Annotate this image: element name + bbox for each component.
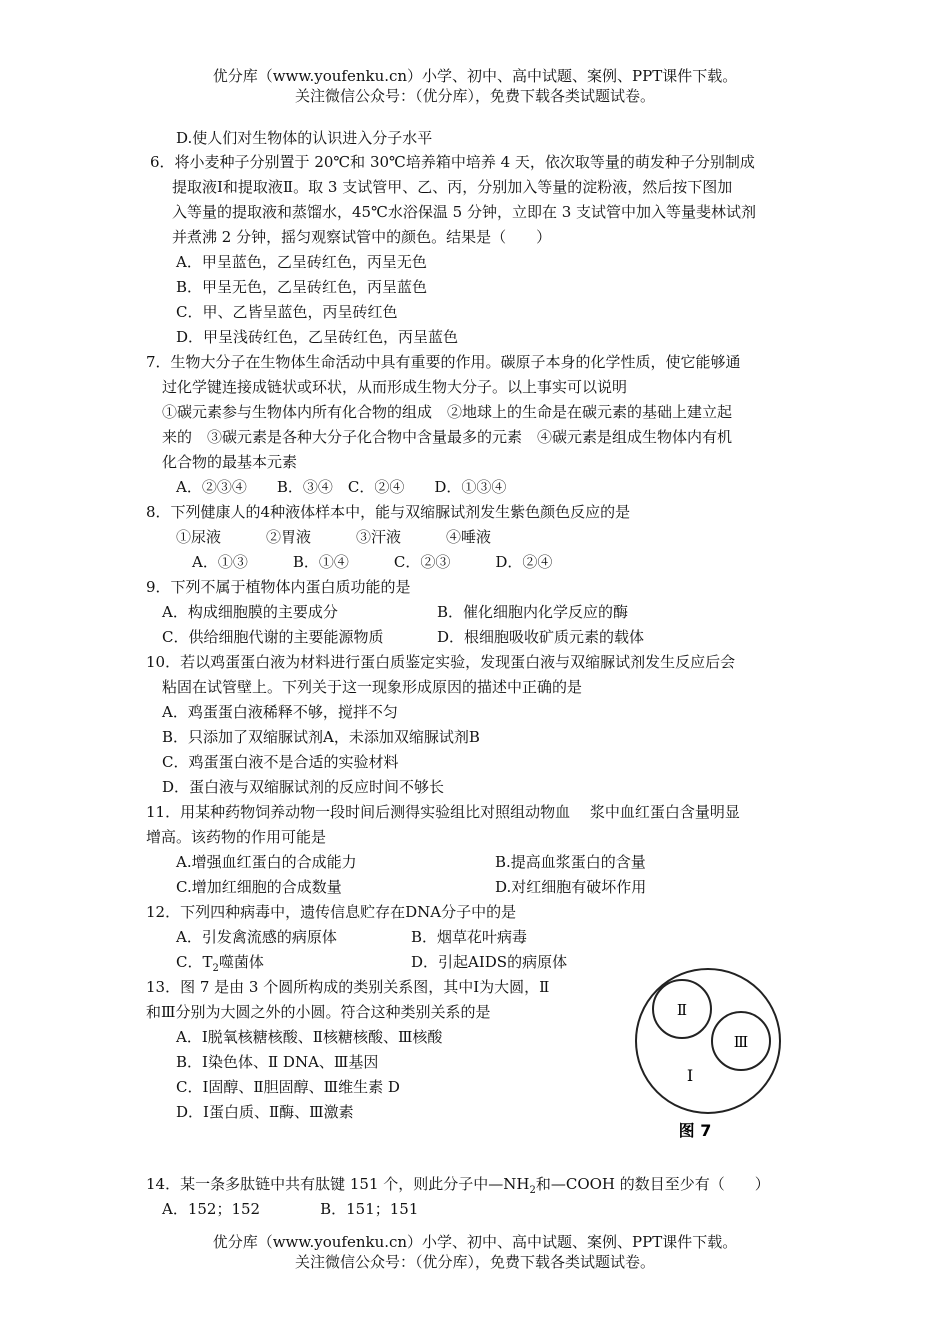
q9-option-d: D．根细胞吸收矿质元素的载体	[437, 628, 645, 646]
q6-option-d: D．甲呈浅砖红色，乙呈砖红色，丙呈蓝色	[176, 328, 459, 346]
q12-option-c-suffix: 噬菌体	[218, 953, 264, 971]
q8-options: A．①③ B．①④ C．②③ D．②④	[192, 553, 553, 571]
q6-option-a: A．甲呈蓝色，乙呈砖红色，丙呈无色	[176, 253, 427, 271]
footer-line-1: 优分库（www.youfenku.cn）小学、初中、高中试题、案例、PPT课件下载。	[212, 1233, 738, 1251]
q14-options: A．152；152 B．151；151	[162, 1200, 419, 1218]
q10-stem-2: 粘固在试管壁上。下列关于这一现象形成原因的描述中正确的是	[162, 678, 583, 696]
q6-stem-4: 并煮沸 2 分钟，摇匀观察试管中的颜色。结果是（ ）	[172, 228, 552, 246]
q12-stem: 12．下列四种病毒中，遗传信息贮存在DNA分子中的是	[146, 903, 517, 921]
q11-option-a: A.增强血红蛋白的合成能力	[176, 853, 357, 871]
q12-option-c-prefix: C．T	[176, 953, 213, 971]
venn-diagram-figure-7	[628, 965, 796, 1145]
q13-stem-2: 和Ⅲ分别为大圆之外的小圆。符合这种类别关系的是	[146, 1003, 491, 1021]
q9-option-a: A．构成细胞膜的主要成分	[162, 603, 338, 621]
q13-stem-1: 13．图 7 是由 3 个圆所构成的类别关系图，其中Ⅰ为大圆，Ⅱ	[146, 978, 550, 996]
q7-stem-3: ①碳元素参与生物体内所有化合物的组成 ②地球上的生命是在碳元素的基础上建立起	[162, 403, 733, 421]
q14-stem-subscript: 2	[529, 1185, 536, 1196]
q10-option-a: A．鸡蛋蛋白液稀释不够，搅拌不匀	[162, 703, 398, 721]
q13-option-b: B．Ⅰ染色体、Ⅱ DNA、Ⅲ基因	[176, 1053, 379, 1071]
q14-stem-prefix: 14．某一条多肽链中共有肽键 151 个，则此分子中—NH	[146, 1175, 530, 1193]
footer-line-2: 关注微信公众号：（优分库），免费下载各类试题试卷。	[294, 1253, 655, 1271]
q6-stem-2: 提取液Ⅰ和提取液Ⅱ。取 3 支试管甲、乙、丙，分别加入等量的淀粉液，然后按下图加	[172, 178, 733, 196]
figure-caption: 图 7	[678, 1121, 712, 1140]
label-i: Ⅰ	[686, 1066, 694, 1085]
page-header	[0, 66, 950, 106]
q12-option-c-subscript: 2	[212, 963, 219, 974]
q9-option-c: C．供给细胞代谢的主要能源物质	[162, 628, 384, 646]
q7-stem-5: 化合物的最基本元素	[162, 453, 298, 471]
q6-option-b: B．甲呈无色，乙呈砖红色，丙呈蓝色	[176, 278, 428, 296]
q7-options: A．②③④ B．③④ C．②④ D．①③④	[176, 478, 507, 496]
q12-option-a: A．引发禽流感的病原体	[176, 928, 337, 946]
q12-option-b: B．烟草花叶病毒	[411, 928, 528, 946]
q9-option-b: B．催化细胞内化学反应的酶	[437, 603, 629, 621]
q6-stem-1: 6．将小麦种子分别置于 20℃和 30℃培养箱中培养 4 天，依次取等量的萌发种子分别制成	[150, 153, 755, 171]
page-footer	[0, 1232, 950, 1272]
q10-option-b: B．只添加了双缩脲试剂A，未添加双缩脲试剂B	[162, 728, 480, 746]
q6-stem-3: 入等量的提取液和蒸馏水，45℃水浴保温 5 分钟，立即在 3 支试管中加入等量斐林试剂	[172, 203, 757, 221]
q6-option-c: C．甲、乙皆呈蓝色，丙呈砖红色	[176, 303, 398, 321]
q10-option-d: D．蛋白液与双缩脲试剂的反应时间不够长	[162, 778, 445, 796]
q11-option-c: C.增加红细胞的合成数量	[176, 878, 342, 896]
header-line-1: 优分库（www.youfenku.cn）小学、初中、高中试题、案例、PPT课件下载。	[212, 67, 738, 85]
header-line-2: 关注微信公众号：（优分库），免费下载各类试题试卷。	[294, 87, 655, 105]
q8-items: ①尿液 ②胃液 ③汗液 ④唾液	[176, 528, 492, 546]
q7-stem-4: 来的 ③碳元素是各种大分子化合物中含量最多的元素 ④碳元素是组成生物体内有机	[162, 428, 733, 446]
q9-stem: 9．下列不属于植物体内蛋白质功能的是	[146, 578, 411, 596]
q10-option-c: C．鸡蛋蛋白液不是合适的实验材料	[162, 753, 399, 771]
q13-option-c: C．Ⅰ固醇、Ⅱ胆固醇、Ⅲ维生素 D	[176, 1078, 400, 1096]
label-iii: Ⅲ	[733, 1033, 749, 1051]
q11-option-d: D.对红细胞有破坏作用	[495, 878, 647, 896]
q8-stem: 8．下列健康人的4种液体样本中，能与双缩脲试剂发生紫色颜色反应的是	[146, 503, 631, 521]
q11-stem-2: 增高。该药物的作用可能是	[146, 828, 327, 846]
label-ii: Ⅱ	[676, 1001, 688, 1019]
q7-stem-2: 过化学键连接成链状或环状，从而形成生物大分子。以上事实可以说明	[162, 378, 628, 396]
large-circle-i	[636, 969, 780, 1113]
q13-option-a: A．Ⅰ脱氧核糖核酸、Ⅱ核糖核酸、Ⅲ核酸	[176, 1028, 443, 1046]
q14-stem-suffix: 和—COOH 的数目至少有（ ）	[535, 1175, 770, 1193]
q10-stem-1: 10．若以鸡蛋蛋白液为材料进行蛋白质鉴定实验，发现蛋白液与双缩脲试剂发生反应后会	[146, 653, 736, 671]
q11-option-b: B.提高血浆蛋白的含量	[495, 853, 646, 871]
q11-stem-1: 11．用某种药物饲养动物一段时间后测得实验组比对照组动物血 浆中血红蛋白含量明显	[146, 803, 740, 821]
q13-option-d: D．Ⅰ蛋白质、Ⅱ酶、Ⅲ激素	[176, 1103, 354, 1121]
q12-option-d: D．引起AIDS的病原体	[411, 953, 568, 971]
q5-option-d: D.使人们对生物体的认识进入分子水平	[176, 129, 433, 147]
q7-stem-1: 7．生物大分子在生物体生命活动中具有重要的作用。碳原子本身的化学性质，使它能够通	[146, 353, 741, 371]
